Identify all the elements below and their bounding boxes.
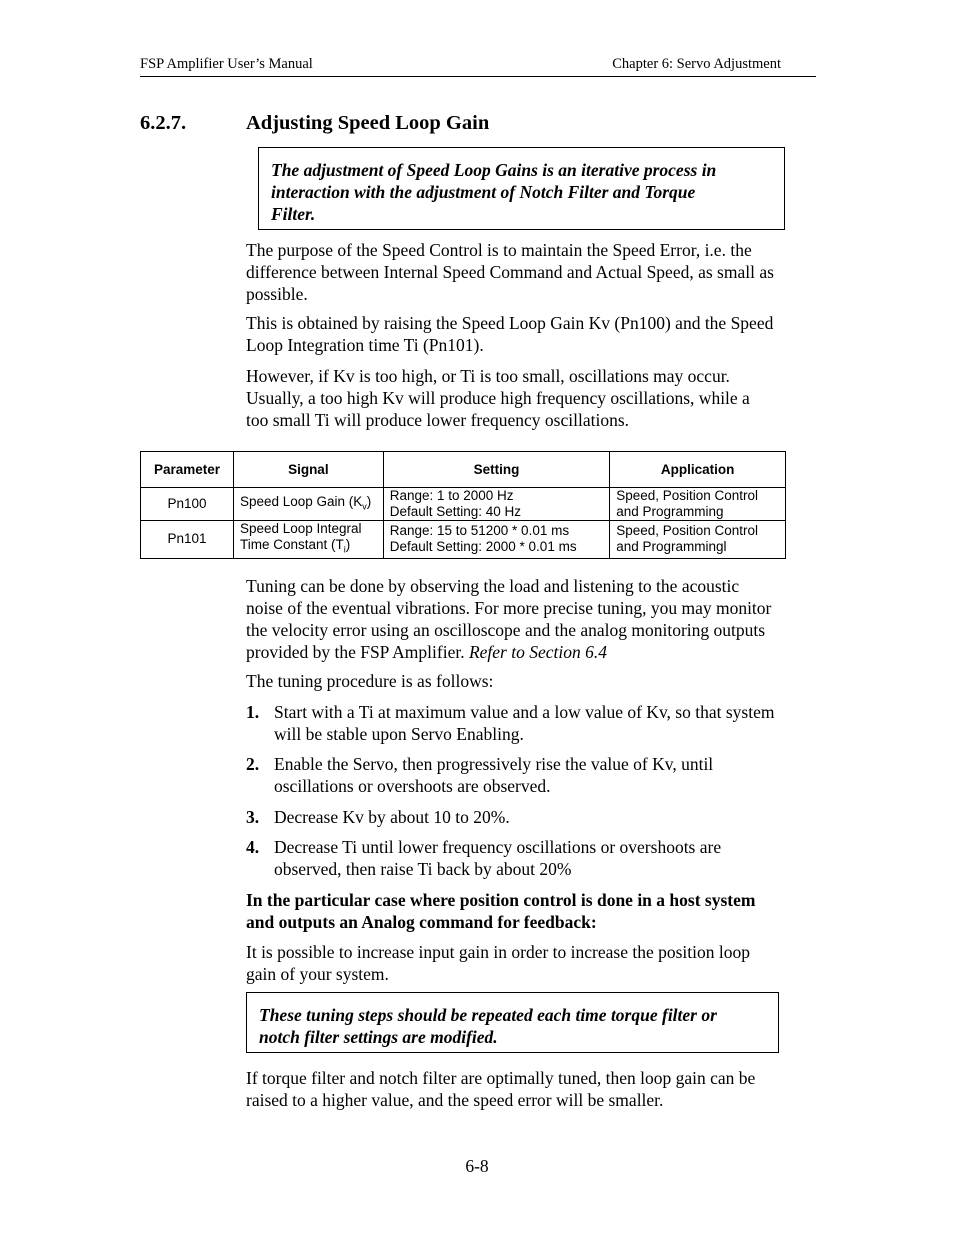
tuning-line2: noise of the eventual vibrations. For more precise tuning, you may monitor	[246, 598, 772, 618]
p1-line1: The purpose of the Speed Control is to maintain the Speed Error, i.e. the	[246, 240, 752, 260]
step-line2: oscillations or overshoots are observed.	[274, 776, 551, 796]
cell-parameter: Pn100	[141, 488, 234, 521]
setting-range: Range: 1 to 2000 Hz	[389, 488, 514, 503]
application-line1: Speed, Position Control	[616, 488, 759, 503]
step-line1: Enable the Servo, then progressively rise the value of Kv, until	[274, 754, 714, 774]
application-line2: and Programmingl	[616, 539, 727, 555]
application-line1: Speed, Position Control	[616, 523, 759, 539]
setting-default: Default Setting: 2000 * 0.01 ms	[389, 539, 577, 555]
page-header	[140, 56, 816, 77]
step-number: 2.	[246, 754, 260, 774]
tuning-line1: Tuning can be done by observing the load and listening to the acoustic	[246, 576, 740, 596]
application-line2: and Programming	[616, 504, 724, 519]
signal-text: Speed Loop Integral	[239, 521, 362, 536]
header-parameter: Parameter	[141, 452, 234, 488]
header-setting: Setting	[383, 452, 610, 488]
page-number: 6-8	[465, 1156, 489, 1176]
signal-text-2: Time Constant (T	[239, 537, 344, 552]
table-header-row	[141, 452, 786, 488]
signal-end: )	[366, 493, 372, 509]
cell-setting	[383, 488, 610, 521]
step-line1: Decrease Kv by about 10 to 20%.	[274, 807, 510, 827]
step-line1: Decrease Ti until lower frequency oscillations or overshoots are	[274, 837, 722, 857]
chapter-title: Chapter 6: Servo Adjustment	[612, 56, 781, 72]
signal-subscript: i	[343, 544, 346, 555]
manual-title: FSP Amplifier User’s Manual	[140, 56, 313, 72]
step-number: 4.	[246, 837, 260, 857]
gain-line1: It is possible to increase input gain in order to increase the position loop	[246, 942, 750, 962]
note-box-repeat	[246, 992, 779, 1053]
cell-setting	[383, 521, 610, 559]
list-item	[246, 753, 816, 797]
setting-range: Range: 15 to 51200 * 0.01 ms	[389, 523, 570, 539]
signal-end: )	[345, 537, 351, 552]
gain-line2: gain of your system.	[246, 964, 389, 984]
p2-line2: Loop Integration time Ti (Pn101).	[246, 335, 484, 355]
list-item	[246, 806, 816, 828]
p3-line3: too small Ti will produce lower frequency oscillations.	[246, 410, 630, 430]
step-line2: will be stable upon Servo Enabling.	[274, 724, 524, 744]
header-signal: Signal	[233, 452, 383, 488]
signal-subscript: v	[362, 501, 367, 512]
particular-case-heading	[246, 889, 816, 933]
final-line2: raised to a higher value, and the speed error will be smaller.	[246, 1090, 664, 1110]
step-line1: Start with a Ti at maximum value and a low value of Kv, so that system	[274, 702, 775, 722]
procedure-intro: The tuning procedure is as follows:	[246, 671, 494, 691]
list-item	[246, 836, 816, 880]
note-box-iterative	[258, 147, 785, 230]
note1-line1: The adjustment of Speed Loop Gains is an iterative process in	[271, 160, 717, 180]
cell-parameter: Pn101	[141, 521, 234, 559]
section-number: 6.2.7.	[140, 112, 187, 134]
particular-line2: and outputs an Analog command for feedback:	[246, 912, 597, 932]
tuning-line4-text: provided by the FSP Amplifier.	[246, 642, 465, 662]
step-number: 1.	[246, 702, 260, 722]
section-heading	[140, 112, 489, 135]
header-application: Application	[610, 452, 786, 488]
parameter-table	[140, 451, 786, 559]
paragraph-final	[246, 1067, 816, 1111]
note2-line2: notch filter settings are modified.	[259, 1027, 498, 1047]
signal-line2	[240, 537, 377, 558]
step-number: 3.	[246, 807, 260, 827]
note2-line1: These tuning steps should be repeated each time torque filter or	[259, 1005, 717, 1025]
paragraph-however	[246, 365, 816, 431]
cell-signal	[233, 521, 383, 559]
p3-line1: However, if Kv is too high, or Ti is too small, oscillations may occur.	[246, 366, 730, 386]
list-item	[246, 701, 816, 745]
cell-signal	[233, 488, 383, 521]
tuning-line3: the velocity error using an oscilloscope and the analog monitoring outputs	[246, 620, 766, 640]
p2-line1: This is obtained by raising the Speed Loop Gain Kv (Pn100) and the Speed	[246, 313, 774, 333]
setting-default: Default Setting: 40 Hz	[389, 504, 522, 519]
tuning-line4	[246, 641, 816, 663]
note1-line2: interaction with the adjustment of Notch Filter and Torque	[271, 182, 696, 202]
table-row	[141, 521, 786, 559]
p3-line2: Usually, a too high Kv will produce high frequency oscillations, while a	[246, 388, 750, 408]
step-line2: observed, then raise Ti back by about 20%	[274, 859, 572, 879]
note1-line3: Filter.	[271, 204, 316, 224]
signal-text: Speed Loop Gain (K	[239, 493, 363, 509]
particular-line1: In the particular case where position control is done in a host system	[246, 890, 756, 910]
p1-line3: possible.	[246, 284, 308, 304]
section-reference: Refer to Section 6.4	[468, 642, 607, 662]
paragraph-obtained	[246, 312, 816, 356]
cell-application	[610, 521, 786, 559]
section-title: Adjusting Speed Loop Gain	[246, 112, 490, 134]
paragraph-purpose	[246, 239, 816, 305]
paragraph-tuning	[246, 575, 816, 663]
p1-line2: difference between Internal Speed Command and Actual Speed, as small as	[246, 262, 774, 282]
cell-application	[610, 488, 786, 521]
paragraph-increase-gain	[246, 941, 816, 985]
final-line1: If torque filter and notch filter are optimally tuned, then loop gain can be	[246, 1068, 756, 1088]
table-row	[141, 488, 786, 521]
